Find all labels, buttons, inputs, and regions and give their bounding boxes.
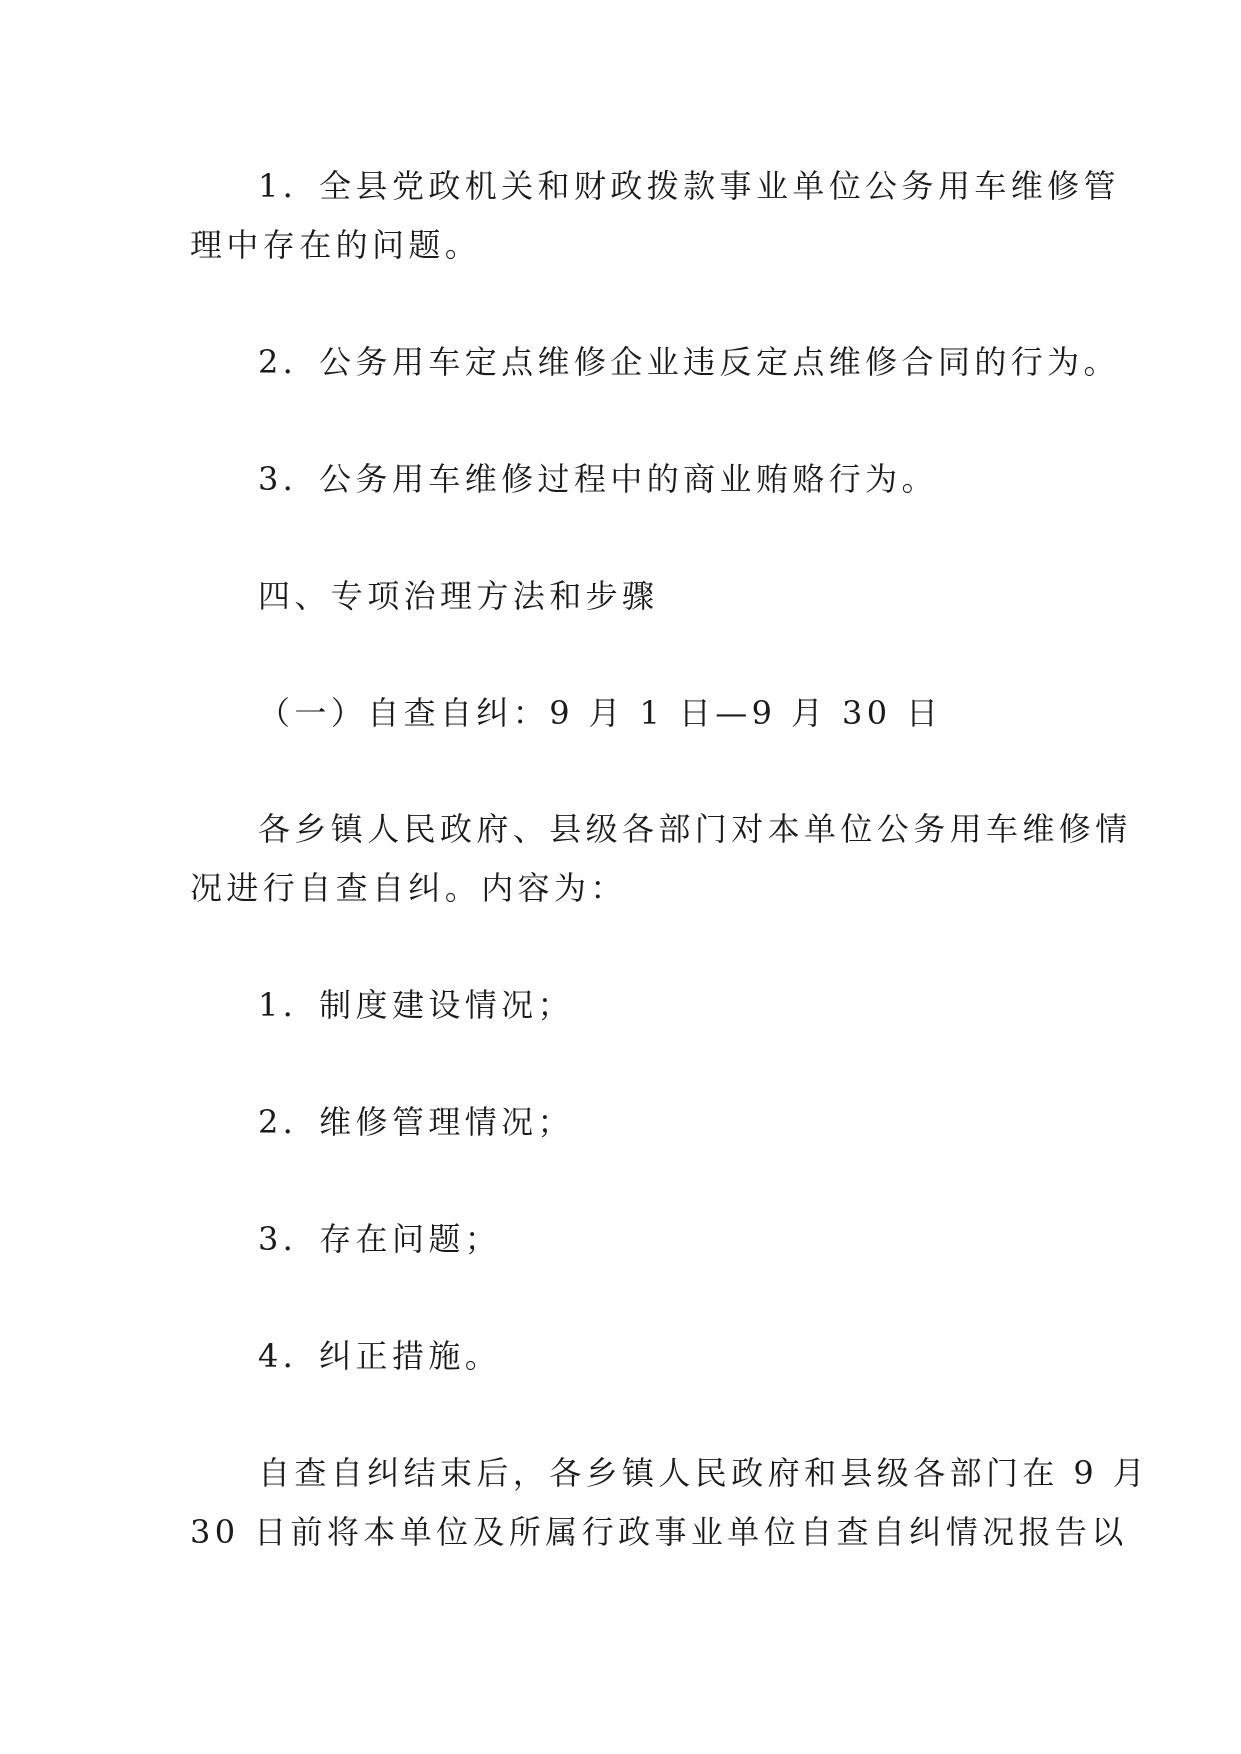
subsection-heading: （一）自查自纠：9 月 1 日—9 月 30 日 [258,694,943,732]
list-item-1: 1．全县党政机关和财政拨款事业单位公务用车维修管 [258,167,1120,205]
list-item-1-continuation: 理中存在的问题。 [190,226,482,264]
content-item-3: 3．存在问题； [258,1220,502,1258]
paragraph-line: 自查自纠结束后，各乡镇人民政府和县级各部门在 9 月 [258,1454,1150,1492]
list-item-2: 2．公务用车定点维修企业违反定点维修合同的行为。 [258,343,1120,381]
paragraph-line: 各乡镇人民政府、县级各部门对本单位公务用车维修情 [258,810,1132,848]
content-item-1: 1．制度建设情况； [258,986,574,1024]
content-item-4: 4．纠正措施。 [258,1337,502,1375]
content-item-2: 2．维修管理情况； [258,1103,574,1141]
section-heading: 四、专项治理方法和步骤 [258,577,659,615]
paragraph-line-continuation: 30 日前将本单位及所属行政事业单位自查自纠情况报告以 [190,1513,1128,1551]
paragraph-line-continuation: 况进行自查自纠。内容为： [190,869,627,907]
list-item-3: 3．公务用车维修过程中的商业贿赂行为。 [258,460,938,498]
